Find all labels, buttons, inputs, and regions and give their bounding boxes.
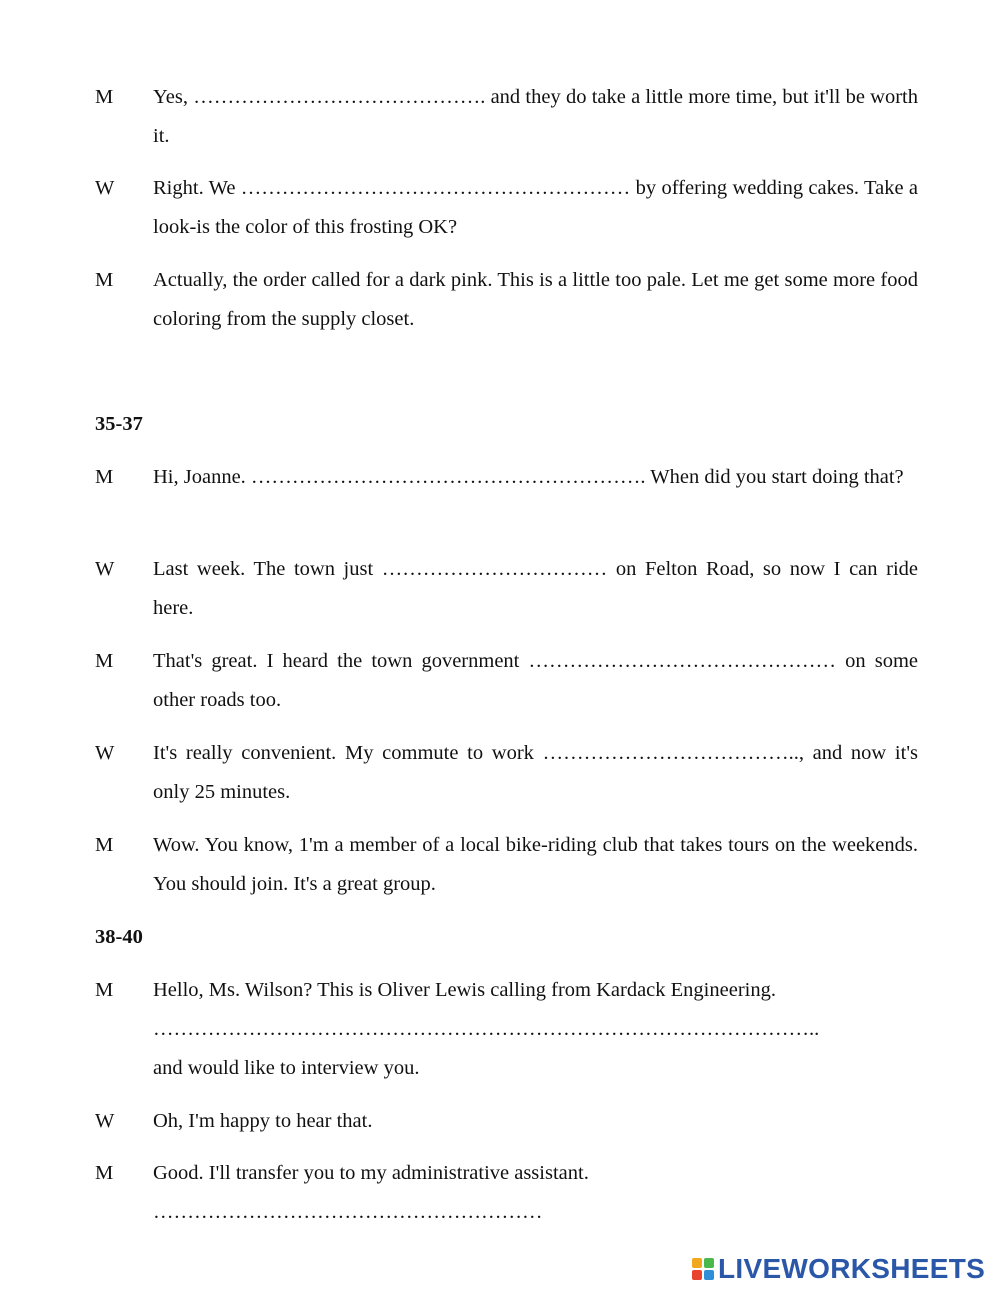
dialogue-text: That's great. I heard the town government ……………………………………… on some other roads too. — [153, 650, 918, 711]
speaker-label: M — [95, 979, 114, 1001]
speaker-label: W — [95, 177, 115, 199]
speaker-label: M — [95, 650, 114, 672]
dialogue-turn — [95, 458, 918, 497]
dialogue-turn — [95, 971, 918, 1088]
dialogue-text: Hi, Joanne. …………………………………………………. When did you start doing that? — [153, 466, 904, 488]
dialogue-text — [153, 971, 918, 1088]
section-heading: 35-37 — [95, 413, 143, 435]
logo-blocks-icon — [692, 1258, 714, 1280]
dialogue-text: Actually, the order called for a dark pink. This is a little too pale. Let me get some more food coloring from the supply closet. — [153, 269, 918, 330]
dialogue-turn — [95, 78, 918, 156]
dialogue-turn — [95, 261, 918, 339]
dialogue-text: Oh, I'm happy to hear that. — [153, 1110, 373, 1132]
dialogue-text: Last week. The town just …………………………… on Felton Road, so now I can ride here. — [153, 558, 918, 619]
speaker-label: M — [95, 834, 114, 856]
speaker-label: W — [95, 1110, 115, 1132]
dialogue-turn — [95, 734, 918, 812]
answer-blank: …………………………………………………………………………………….. — [153, 1018, 820, 1040]
dialogue-turn — [95, 642, 918, 720]
speaker-label: M — [95, 1162, 114, 1184]
dialogue-turn — [95, 1154, 918, 1232]
logo-text: LIVEWORKSHEETS — [718, 1253, 986, 1284]
dialogue-turn — [95, 169, 918, 247]
speaker-label: M — [95, 86, 114, 108]
dialogue-text: Wow. You know, 1'm a member of a local bike-riding club that takes tours on the weekends. You should join. It's a great group. — [153, 834, 918, 895]
speaker-label: W — [95, 742, 115, 764]
logo-block — [704, 1258, 714, 1268]
speaker-label: M — [95, 269, 114, 291]
dialogue-turn — [95, 826, 918, 904]
speaker-label: W — [95, 558, 115, 580]
section-heading: 38-40 — [95, 926, 143, 948]
dialogue-line: and would like to interview you. — [153, 1057, 420, 1079]
dialogue-turn — [95, 550, 918, 628]
dialogue-text — [153, 1154, 918, 1232]
dialogue-text: Right. We ………………………………………………… by offering wedding cakes. Take a look-is the color of this frosting OK? — [153, 177, 918, 238]
logo-block — [692, 1258, 702, 1268]
speaker-label: M — [95, 466, 114, 488]
dialogue-turn — [95, 1102, 918, 1141]
liveworksheets-logo[interactable] — [692, 1252, 985, 1286]
dialogue-line: Hello, Ms. Wilson? This is Oliver Lewis calling from Kardack Engineering. — [153, 979, 776, 1001]
logo-block — [692, 1270, 702, 1280]
dialogue-text: Yes, ……………………………………. and they do take a little more time, but it'll be worth it. — [153, 86, 918, 147]
dialogue-text: It's really convenient. My commute to work ……………………………….., and now it's only 25 minutes. — [153, 742, 918, 803]
dialogue-line: Good. I'll transfer you to my administrative assistant. — [153, 1162, 589, 1184]
answer-blank: ………………………………………………… — [153, 1201, 543, 1223]
logo-block — [704, 1270, 714, 1280]
